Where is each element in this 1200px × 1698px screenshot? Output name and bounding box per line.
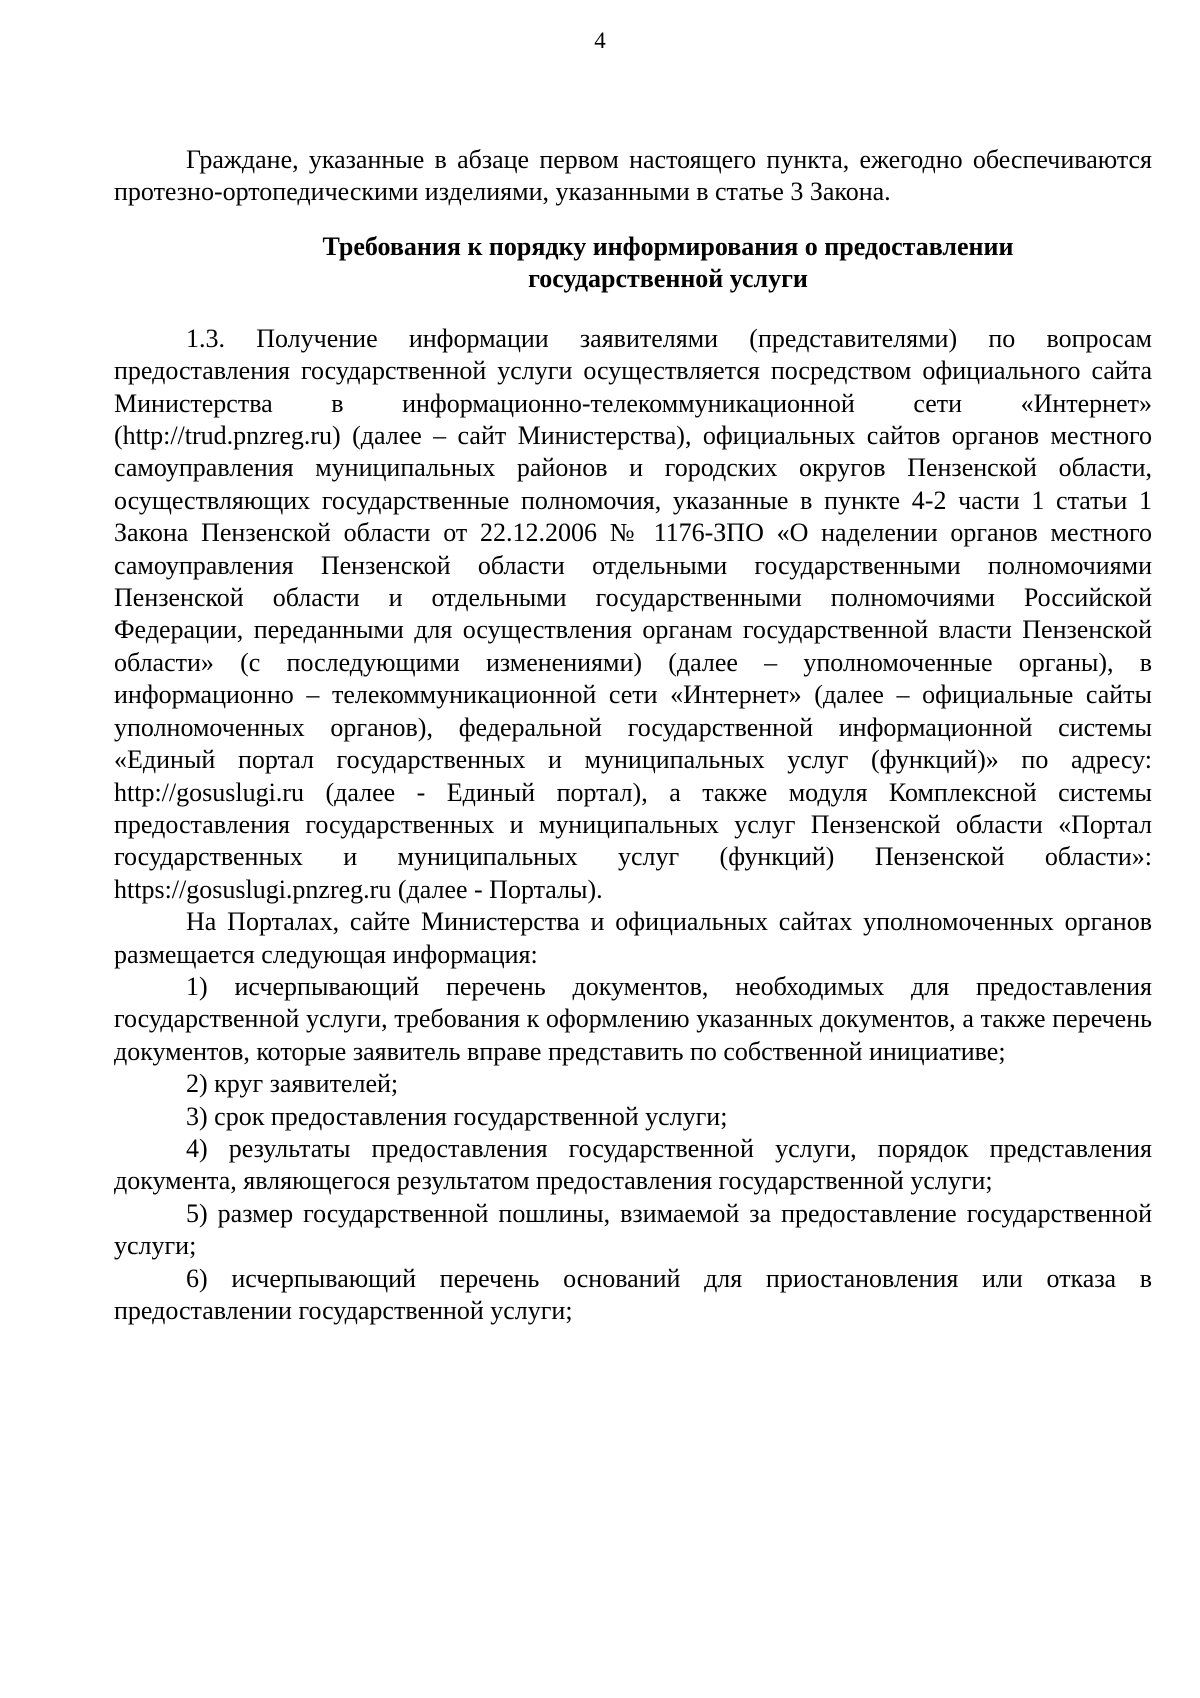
document-body	[114, 144, 1152, 1327]
list-item-1: 1) исчерпывающий перечень документов, необходимых для предоставления государственной услуги, требования к оформлению указанных документов, а также перечень документов, которые заявитель вправе представить по собственной инициативе;	[114, 971, 1152, 1066]
paragraph-1-3: 1.3. Получение информации заявителями (представителями) по вопросам предоставления государственной услуги осуществляется посредством официального сайта Министерства в информационно-телекоммуникационной сети «Интернет» (http://trud.pnzreg.ru) (далее – сайт Министерства), официальных сайтов органов местного самоуправления муниципальных районов и городских округов Пензенской области, осуществляющих государственные полномочия, указанные в пункте 4-2 части 1 статьи 1 Закона Пензенской области от 22.12.2006 № 1176-ЗПО «О наделении органов местного самоуправления Пензенской области отдельными государственными полномочиями Пензенской области и отдельными государственными полномочиями Российской Федерации, переданными для осуществления органам государственной власти Пензенской области» (с последующими изменениями) (далее – уполномоченные органы), в информационно – телекоммуникационной сети «Интернет» (далее – официальные сайты уполномоченных органов), федеральной государственной информационной системы «Единый портал государственных и муниципальных услуг (функций)» по адресу: http://gosuslugi.ru (далее - Единый портал), а также модуля Комплексной системы предоставления государственных и муниципальных услуг Пензенской области «Портал государственных и муниципальных услуг (функций) Пензенской области»: https://gosuslugi.pnzreg.ru (далее - Порталы).	[114, 323, 1152, 904]
list-item-5: 5) размер государственной пошлины, взимаемой за предоставление государственной услуги;	[114, 1198, 1152, 1261]
paragraph-portals-info: На Порталах, сайте Министерства и официальных сайтах уполномоченных органов размещается следующая информация:	[114, 907, 1152, 969]
list-item-4: 4) результаты предоставления государственной услуги, порядок представления документа, являющегося результатом предоставления государственной услуги;	[114, 1133, 1152, 1196]
section-heading	[114, 231, 1152, 295]
list-item-6: 6) исчерпывающий перечень оснований для приостановления или отказа в предоставлении государственной услуги;	[114, 1263, 1152, 1325]
intro-paragraph: Граждане, указанные в абзаце первом настоящего пункта, ежегодно обеспечиваются протезно-ортопедическими изделиями, указанными в статье 3 Закона.	[114, 145, 1152, 207]
list-item-3: 3) срок предоставления государственной услуги;	[186, 1101, 728, 1131]
section-heading-line-1: Требования к порядку информирования о предоставлении	[322, 231, 1014, 261]
page-number: 4	[594, 28, 606, 53]
section-heading-line-2: государственной услуги	[528, 263, 808, 293]
list-item-2: 2) круг заявителей;	[186, 1069, 399, 1099]
